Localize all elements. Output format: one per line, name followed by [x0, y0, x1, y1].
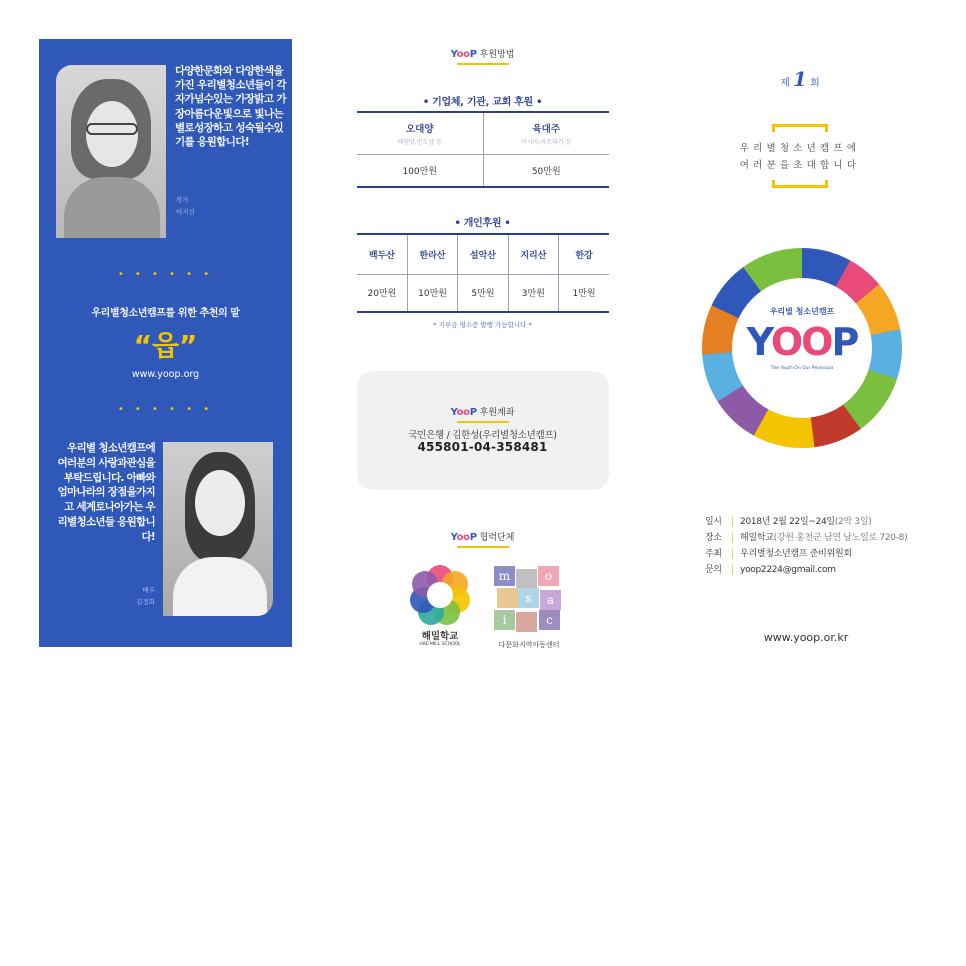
table-cell: 20만원 — [357, 274, 407, 312]
bank-info: 국민은행 / 김한성(우리별청소년캠프) — [408, 430, 557, 441]
partners-heading: YooP 협력단체 — [356, 530, 609, 548]
table-header-cell: 한라산 — [407, 234, 457, 274]
invite-frame — [772, 124, 828, 188]
table-cell: 10만원 — [407, 274, 457, 312]
personal-support-title: • 개인후원 • — [454, 218, 511, 229]
account-heading: YooP 후원계좌 — [356, 405, 609, 423]
logo-wordmark: YOOP — [746, 320, 858, 364]
author2-quote: 우리별 청소년캠프에 여러분의 사랑과관심을 부탁드립니다. 아빠와엄마나라의 장점을가지고 세계로나아가는 우리별청소년들 응원합니다! — [57, 442, 155, 543]
table-header-cell: 지리산 — [508, 234, 558, 274]
table-header-cell: 한강 — [559, 234, 609, 274]
website-link[interactable]: www.yoop.org — [131, 369, 200, 380]
logo-korean-title: 우리별 청소년캠프 — [769, 307, 835, 316]
author2-name: 김정화 — [136, 598, 155, 606]
table-header-cell: 오대양 태평양,인도양 등 — [397, 123, 442, 146]
personal-support-table — [357, 233, 609, 313]
partner2-name: 다문화지역아동센터 — [498, 641, 560, 649]
author1-photo — [56, 65, 166, 238]
logo-tagline: The Youth On Our Peninsula — [770, 366, 834, 371]
corporate-support-title: • 기업체, 기관, 교회 후원 • — [422, 97, 543, 108]
author1-role: 작가 — [176, 196, 189, 204]
yoop-logo-icon: YooP — [450, 49, 477, 60]
table-header-cell: 육대주 아시아,아프리카 등 — [483, 112, 609, 154]
website-link[interactable]: www.yoop.or.kr — [763, 631, 849, 644]
receipt-note: * 기부금 영수증 발행 가능합니다 * — [433, 321, 532, 329]
edition-label: 제 1 회 — [780, 67, 820, 91]
table-cell: 1만원 — [559, 274, 609, 312]
info-row: 장소 | 해밀학교(강원 홍천군 남면 남노일로 720-8) — [705, 533, 908, 543]
info-row: 일시 | 2018년 2월 22일~24일(2박 3일) — [705, 517, 872, 527]
partner1-name: 해밀학교 — [421, 631, 459, 642]
event-info — [705, 514, 907, 578]
yoop-logo-icon: YooP — [450, 407, 477, 418]
partner1-subtitle: HAE MILL SCHOOL — [419, 642, 461, 647]
invite-line-1: 우리별청소년캠프에 — [739, 143, 861, 154]
recommend-title: 우리별청소년캠프를 위한 추천의 말 — [91, 308, 240, 319]
table-cell: 100만원 — [357, 154, 483, 187]
yup-heading: “읍” — [133, 329, 198, 362]
table-header-cell: 설악산 — [458, 234, 508, 274]
yoop-camp-logo — [694, 228, 908, 458]
author1-credit — [176, 194, 195, 218]
info-row: 문의 | yoop2224@gmail.com — [705, 562, 907, 578]
yoop-logo-icon: YooP — [450, 532, 477, 543]
table-cell: 5만원 — [458, 274, 508, 312]
author2-role: 배우 — [142, 586, 155, 594]
author1-quote: 다양한문화와 다양한색을가진 우리별청소년들이 각자가넘수있는 가장밝고 가장아름다운빛으로 빛나는별로성장하고 성숙될수있기를 응원합니다! — [175, 65, 287, 149]
dot-divider: • • • • • • — [117, 269, 214, 280]
account-number: 455801-04-358481 — [417, 440, 548, 454]
invite-line-2: 여러분을초대합니다 — [739, 160, 861, 171]
dot-divider: • • • • • • — [117, 404, 214, 415]
table-header-cell: 백두산 — [368, 250, 395, 261]
mosaic-logo-icon: m o s a i c — [494, 566, 564, 632]
haemill-flower-icon — [410, 565, 470, 625]
corporate-support-table — [357, 111, 609, 188]
support-method-heading: YooP 후원방법 — [356, 47, 609, 65]
table-cell: 3만원 — [508, 274, 558, 312]
author2-photo — [163, 442, 273, 616]
author1-name: 이지선 — [176, 208, 195, 216]
table-cell: 50만원 — [483, 154, 609, 187]
author2-credit — [99, 584, 155, 608]
contact-email[interactable]: yoop2224@gmail.com — [740, 565, 836, 575]
info-row: 주최 | 우리별청소년캠프 준비위원회 — [705, 549, 852, 559]
recommendation-panel — [39, 39, 292, 647]
